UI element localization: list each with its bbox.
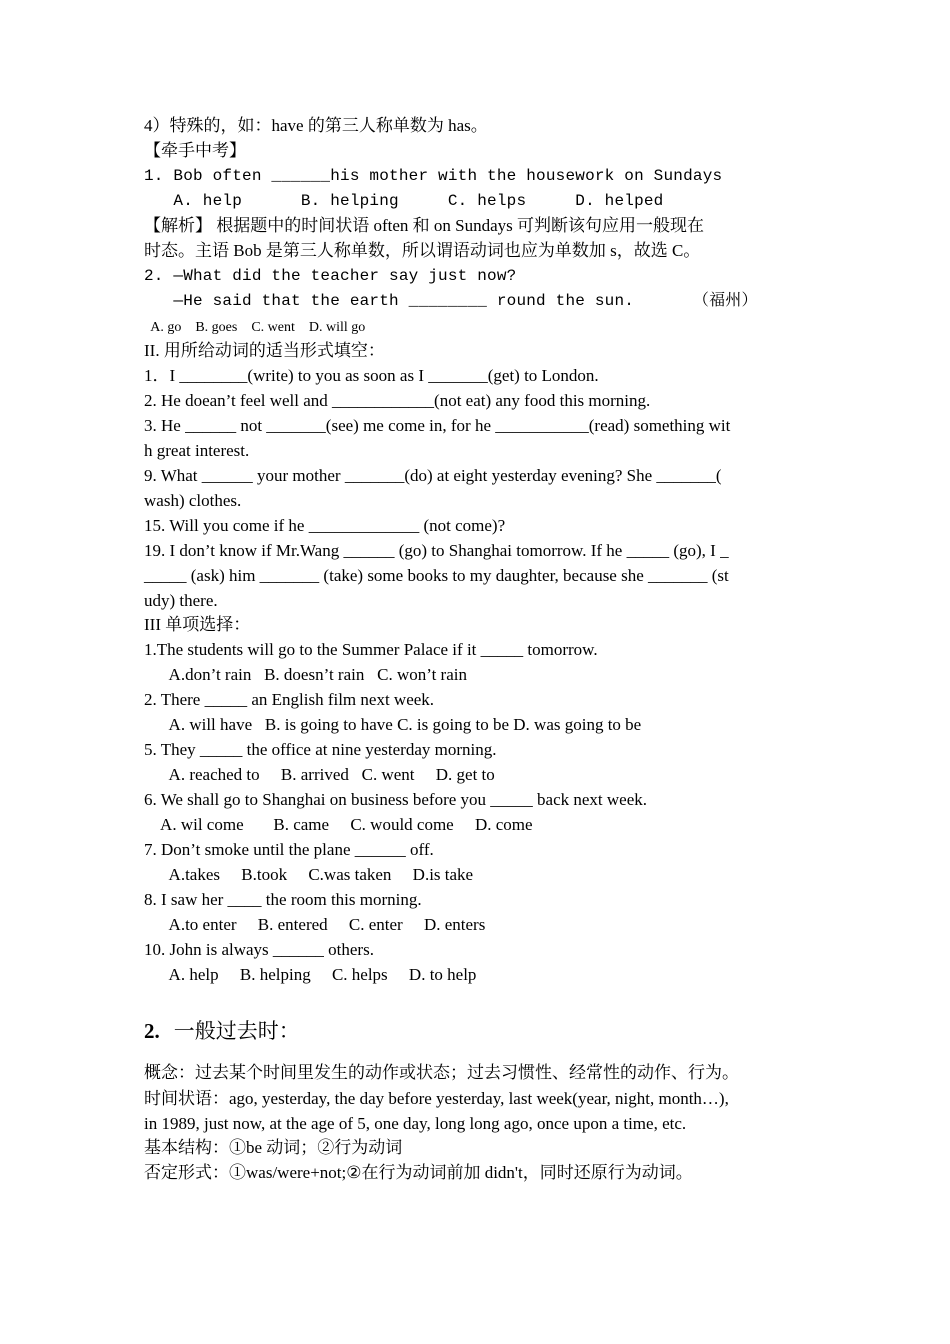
question-line: 2. —What did the teacher say just now? (144, 267, 517, 285)
options-line: A. reached to B. arrived C. went D. get to (144, 765, 495, 784)
options-line: A. wil come B. came C. would come D. come (144, 815, 533, 834)
question-line: 2. He doean’t feel well and ____________(not eat) any food this morning. (144, 391, 651, 410)
definition-line: 概念：过去某个时间里发生的动作或状态；过去习惯性、经常性的动作、行为。 (144, 1063, 739, 1082)
question-line: 5. They _____ the office at nine yesterday morning. (144, 740, 497, 759)
question-line: 15. Will you come if he _____________ (not come)? (144, 516, 506, 535)
analysis-line: 【解析】 根据题中的时间状语 often 和 on Sundays 可判断该句应用一般现在 (144, 216, 705, 235)
options-line: A. will have B. is going to have C. is going to be D. was going to be (144, 715, 642, 734)
question-line: wash) clothes. (144, 491, 242, 510)
question-line: 10. John is always ______ others. (144, 940, 374, 959)
definition-line: 基本结构：①be 动词；②行为动词 (144, 1138, 403, 1157)
text-line: 4）特殊的，如：have 的第三人称单数为 has。 (144, 116, 488, 135)
section-heading-past-tense (144, 1018, 300, 1044)
question-line: 1.The students will go to the Summer Palace if it _____ tomorrow. (144, 640, 598, 659)
question-line: 3. He ______ not _______(see) me come in, for he ___________(read) something wit (144, 416, 731, 435)
section-label-exam: 【牵手中考】 (144, 141, 246, 160)
section-heading-choice: III 单项选择： (144, 615, 251, 634)
question-line: 7. Don’t smoke until the plane ______ off. (144, 840, 434, 859)
question-line: 9. What ______ your mother _______(do) at eight yesterday evening? She _______( (144, 466, 722, 485)
analysis-line: 时态。主语 Bob 是第三人称单数，所以谓语动词也应为单数加 s，故选 C。 (144, 241, 701, 260)
options-line: A. go B. goes C. went D. will go (144, 320, 366, 335)
definition-line: 时间状语：ago, yesterday, the day before yesterday, last week(year, night, month…), (144, 1089, 729, 1108)
question-line: 1. Bob often ______his mother with the housework on Sundays (144, 167, 723, 185)
question-line: 2. There _____ an English film next week. (144, 690, 435, 709)
question-line: 19. I don’t know if Mr.Wang ______ (go) to Shanghai tomorrow. If he _____ (go), I _ (144, 541, 729, 560)
question-line: h great interest. (144, 441, 250, 460)
question-line: 8. I saw her ____ the room this morning. (144, 890, 422, 909)
options-line: A. help B. helping C. helps D. to help (144, 965, 477, 984)
section-number: 2. (144, 1019, 160, 1043)
options-line: A.don’t rain B. doesn’t rain C. won’t rain (144, 665, 467, 684)
definition-line: in 1989, just now, at the age of 5, one day, long long ago, once upon a time, etc. (144, 1114, 687, 1133)
question-line: 1．I ________(write) to you as soon as I _______(get) to London. (144, 366, 599, 385)
section-title: 一般过去时： (173, 1019, 300, 1043)
question-line: udy) there. (144, 591, 218, 610)
definition-line: 否定形式：①was/were+not;②在行为动词前加 didn't，同时还原行为动词。 (144, 1163, 693, 1182)
question-line: —He said that the earth ________ round the sun. （福州） (144, 292, 758, 310)
options-line: A.to enter B. entered C. enter D. enters (144, 915, 486, 934)
options-line: A. help B. helping C. helps D. helped (144, 192, 664, 210)
question-line: 6. We shall go to Shanghai on business before you _____ back next week. (144, 790, 648, 809)
section-heading-fill: II. 用所给动词的适当形式填空： (144, 341, 385, 360)
question-line: _____ (ask) him _______ (take) some books to my daughter, because she _______ (st (144, 566, 729, 585)
options-line: A.takes B.took C.was taken D.is take (144, 865, 474, 884)
